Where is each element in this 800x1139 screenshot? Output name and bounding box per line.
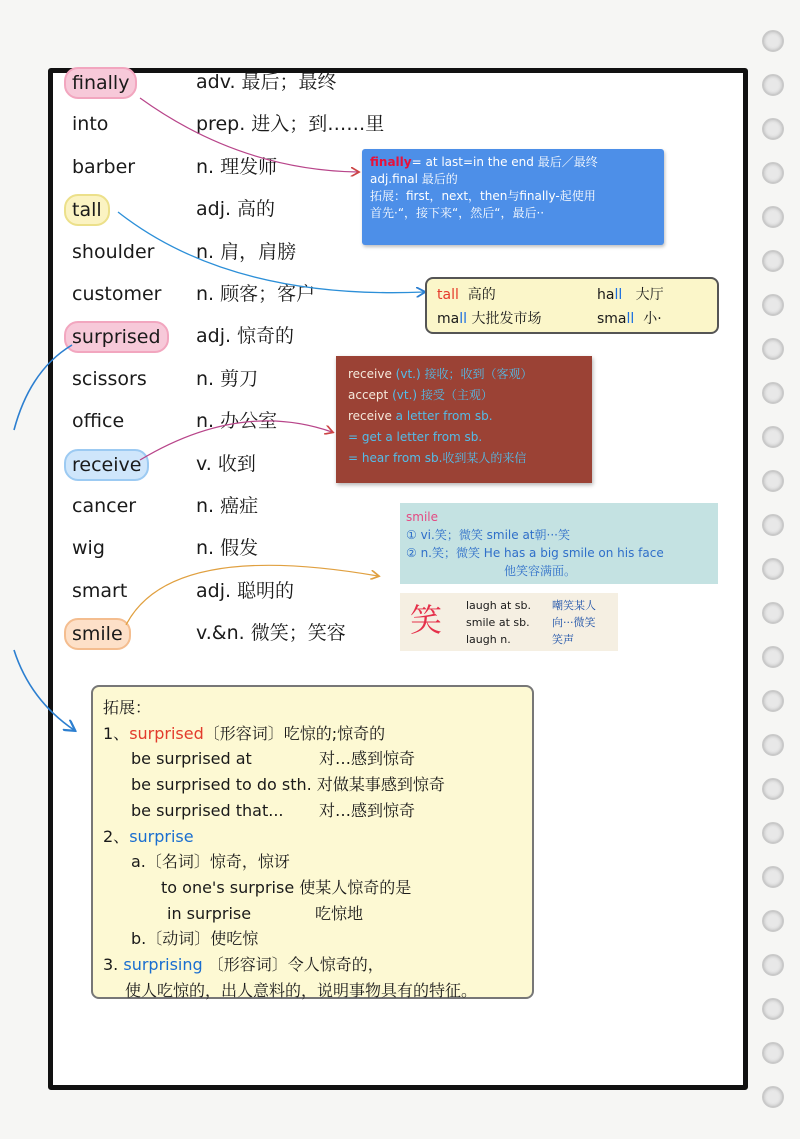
vocab-meaning: adv. 最后；最终 <box>196 71 337 93</box>
ext-p3-rest: 〔形容词〕令人惊奇的， <box>207 955 384 975</box>
note-laugh <box>400 593 618 651</box>
vocab-word: shoulder <box>72 240 155 263</box>
note-laugh-c2: 笑声 <box>552 633 574 646</box>
ext-p2-word: surprise <box>129 826 194 846</box>
arrow-surprised <box>14 345 72 430</box>
vocab-word-highlight: receive <box>64 449 149 481</box>
vocab-word: into <box>72 113 109 136</box>
note-mall-suffix: ll <box>459 311 467 327</box>
laugh-character: 笑 <box>410 601 443 639</box>
note-finally-line3: 拓展：first，next，then与finally-起使用 <box>370 189 596 203</box>
note-smile-l3: 他笑容满面。 <box>504 564 577 578</box>
vocab-meaning: n. 办公室 <box>196 410 278 433</box>
note-small-prefix: sma <box>597 311 627 327</box>
ext-p1-b: be surprised to do sth. <box>131 775 312 795</box>
vocab-word-highlight: finally <box>64 67 137 99</box>
note-laugh-a2: 嘲笑某人 <box>552 599 596 612</box>
vocab-word-highlight: smile <box>64 618 131 650</box>
ext-p1-a-cn: 对…感到惊奇 <box>319 749 416 769</box>
note-small-meaning: 小· <box>643 311 662 327</box>
vocab-meaning: n. 剪刀 <box>196 367 259 390</box>
vocab-meaning: n. 癌症 <box>196 495 259 517</box>
vocab-word: cancer <box>72 495 137 517</box>
note-laugh-b2: 向···微笑 <box>552 616 596 629</box>
vocab-meaning: n. 理发师 <box>196 155 278 178</box>
vocab-word: customer <box>72 283 162 305</box>
note-receive-l1a: receive <box>348 367 392 381</box>
vocab-word: scissors <box>72 367 147 390</box>
vocab-word: barber <box>72 155 136 178</box>
arrow-smile <box>126 565 378 625</box>
note-finally <box>362 149 664 245</box>
ext-p2-a2: in surprise <box>167 903 252 923</box>
ext-p3-num: 3. <box>103 955 124 975</box>
vocab-meaning: adj. 惊奇的 <box>196 325 295 348</box>
arrow-extension <box>14 650 74 730</box>
note-receive-l3b: a letter from sb. <box>391 409 493 423</box>
ext-p1-rest: 〔形容词〕吃惊的;惊奇的 <box>203 723 386 743</box>
note-finally-line4: 首先·“，接下来“，然后“，最后·· <box>370 206 545 220</box>
note-receive-l4: = get a letter from sb. <box>348 430 483 444</box>
note-receive <box>336 356 592 483</box>
note-receive-l5: = hear from sb.收到某人的来信 <box>348 451 527 465</box>
ext-p2-b: b.〔动词〕使吃惊 <box>131 929 259 949</box>
note-tall <box>425 277 719 334</box>
vocab-meaning: n. 顾客；客户 <box>196 283 316 305</box>
note-receive-l3a: receive <box>348 409 392 423</box>
vocab-word: office <box>72 410 125 433</box>
note-finally-line1: = at last=in the end 最后／最终 <box>411 155 598 169</box>
note-smile-l2: ② n.笑；微笑 He has a big smile on his face <box>406 546 664 560</box>
note-smile-title: smile <box>406 510 438 524</box>
note-finally-line2: adj.final 最后的 <box>370 172 458 186</box>
ext-p1-num: 1、 <box>103 723 130 743</box>
ext-p1-word: surprised <box>129 723 204 743</box>
vocab-meaning: n. 肩，肩膀 <box>196 240 297 263</box>
note-hall-meaning: 大厅 <box>635 287 664 303</box>
note-tall-word: tall <box>437 287 459 303</box>
vocab-meaning: n. 假发 <box>196 537 259 560</box>
note-mall-meaning: 大批发市场 <box>471 311 542 327</box>
ext-p3-word: surprising <box>123 955 203 975</box>
ext-p1-a: be surprised at <box>131 749 252 769</box>
vocab-word-highlight: tall <box>64 194 110 226</box>
note-finally-word: finally <box>370 155 412 169</box>
note-smile <box>400 503 718 584</box>
vocab-meaning: adj. 高的 <box>196 198 276 221</box>
note-smile-l1: ① vi.笑；微笑 smile at朝···笑 <box>406 528 570 542</box>
note-receive-l2b: (vt.) 接受（主观） <box>388 388 493 402</box>
vocab-meaning: v.&n. 微笑；笑容 <box>196 622 346 645</box>
ext-p1-b-cn: 对做某事感到惊奇 <box>316 775 445 795</box>
ext-p2-a1-cn: 使某人惊奇的是 <box>299 877 412 897</box>
vocab-meaning: v. 收到 <box>196 452 256 475</box>
note-mall-prefix: ma <box>437 311 460 327</box>
note-receive-l2a: accept <box>348 388 389 402</box>
note-hall-suffix: ll <box>614 287 623 303</box>
note-receive-l1b: (vt.) 接收；收到（客观） <box>391 367 533 381</box>
note-laugh-a1: laugh at sb. <box>466 599 531 612</box>
ext-p2-num: 2、 <box>103 826 130 846</box>
vocab-word-highlight: surprised <box>64 321 169 353</box>
ext-p1-c: be surprised that... <box>131 800 284 820</box>
ext-p3-l2: 使人吃惊的，出人意料的，说明事物具有的特征。 <box>125 980 478 1000</box>
note-laugh-c1: laugh n. <box>466 633 511 646</box>
ext-p2-a: a.〔名词〕惊奇，惊讶 <box>131 852 290 872</box>
vocab-word: smart <box>72 579 128 602</box>
note-tall-meaning: 高的 <box>467 287 496 303</box>
extension-heading: 拓展： <box>103 698 152 717</box>
arrow-finally <box>140 98 358 172</box>
ext-p2-a2-cn: 吃惊地 <box>315 903 364 923</box>
vocab-meaning: adj. 聪明的 <box>196 579 295 602</box>
ext-p2-a1: to one's surprise <box>161 877 295 897</box>
vocab-meaning: prep. 进入；到……里 <box>196 113 385 136</box>
note-hall-prefix: ha <box>597 287 615 303</box>
note-small-suffix: ll <box>626 311 635 327</box>
note-laugh-b1: smile at sb. <box>466 616 530 629</box>
vocab-word: wig <box>72 537 105 560</box>
extension-box <box>91 685 534 999</box>
ext-p1-c-cn: 对…感到惊奇 <box>319 800 416 820</box>
arrow-receive <box>140 421 332 460</box>
